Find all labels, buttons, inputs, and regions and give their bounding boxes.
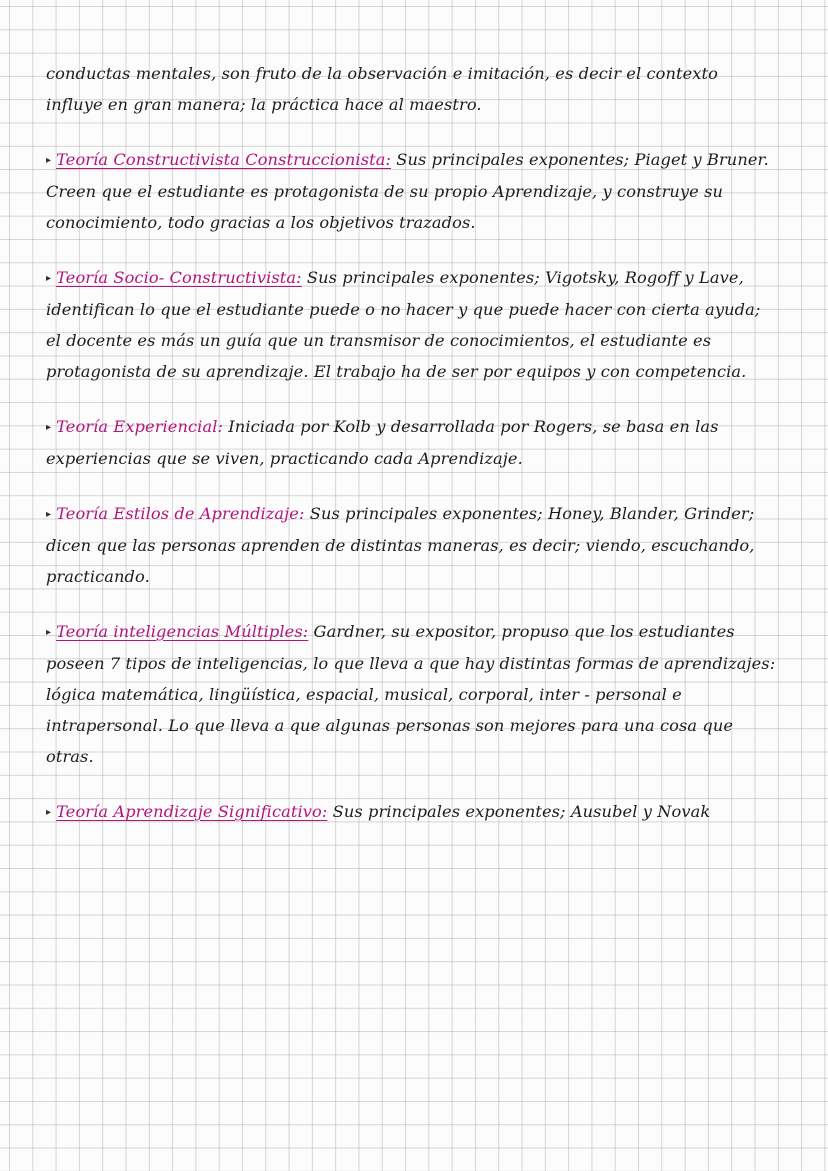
theory-socio-constructivista [46, 262, 776, 387]
bullet-arrow-icon: ▸ [46, 509, 52, 520]
theory-title: Teoría Constructivista Construccionista: [56, 150, 392, 169]
intro-text: conductas mentales, son fruto de la observación e imitación, es decir el contexto influye en gran manera; la práctica hace al maestro. [46, 64, 718, 114]
handwritten-notes [46, 58, 776, 852]
theory-estilos-aprendizaje [46, 498, 776, 592]
theory-experiencial [46, 411, 776, 474]
theory-constructivista [46, 144, 776, 238]
bullet-arrow-icon: ▸ [46, 422, 52, 433]
theory-title: Teoría Socio- Constructivista: [56, 268, 302, 287]
theory-title: Teoría Estilos de Aprendizaje: [56, 504, 305, 523]
theory-body: Sus principales exponentes; Vigotsky, Rogoff y Lave, identifican lo que el estudiante puede o no hacer y que puede hacer con cierta ayuda; el docente es más un guía que un transmisor de conocimientos, el estudiante es protagonista de su aprendizaje. El trabajo ha de ser por equipos y con competencia. [46, 268, 761, 381]
theory-title: Teoría Experiencial: [56, 417, 224, 436]
theory-body: Sus principales exponentes; Honey, Blander, Grinder; dicen que las personas aprenden de distintas maneras, es decir; viendo, escuchando, practicando. [46, 504, 755, 586]
theory-body: Sus principales exponentes; Ausubel y Novak [332, 802, 711, 821]
bullet-arrow-icon: ▸ [46, 627, 52, 638]
theory-inteligencias-multiples [46, 616, 776, 772]
theory-body: Gardner, su expositor, propuso que los estudiantes poseen 7 tipos de inteligencias, lo que lleva a que hay distintas formas de aprendizajes: lógica matemática, lingüística, espacial, musical, corporal, inter - personal e intrapersonal. Lo que lleva a que algunas personas son mejores para una cosa que otras. [46, 622, 776, 766]
theory-title: Teoría inteligencias Múltiples: [56, 622, 309, 641]
bullet-arrow-icon: ▸ [46, 155, 52, 166]
theory-aprendizaje-significativo [46, 796, 776, 828]
intro-paragraph [46, 58, 776, 120]
bullet-arrow-icon: ▸ [46, 807, 52, 818]
bullet-arrow-icon: ▸ [46, 273, 52, 284]
theory-body: Iniciada por Kolb y desarrollada por Rogers, se basa en las experiencias que se viven, practicando cada Aprendizaje. [46, 417, 719, 468]
theory-title: Teoría Aprendizaje Significativo: [56, 802, 328, 821]
theory-body: Sus principales exponentes; Piaget y Bruner. Creen que el estudiante es protagonista de su propio Aprendizaje, y construye su conocimiento, todo gracias a los objetivos trazados. [46, 150, 769, 232]
